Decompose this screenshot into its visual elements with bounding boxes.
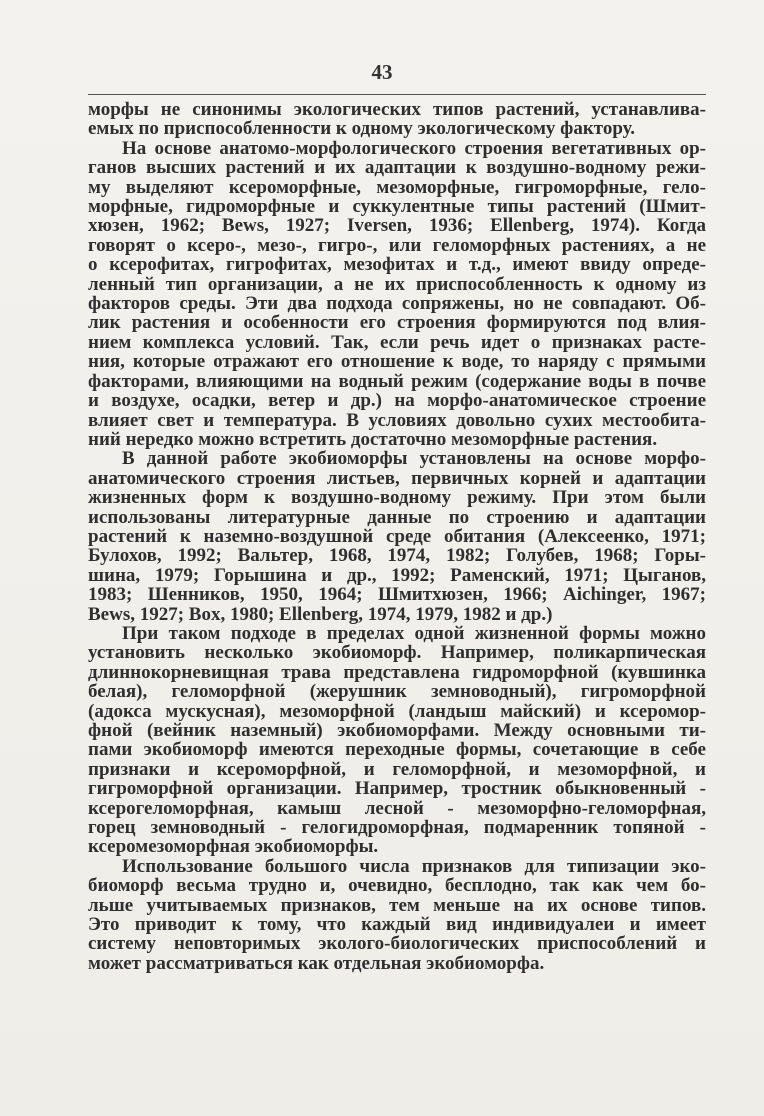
text-line: нием комплекса условий. Так, если речь идет о признаках расте- bbox=[88, 331, 706, 353]
text-line: использованы литературные данные по строению и адаптации bbox=[88, 506, 706, 528]
page-number: 43 bbox=[371, 60, 393, 84]
text-line: жизненных форм к воздушно-водному режиму. При этом были bbox=[88, 487, 706, 509]
text-line: лик растения и особенности его строения формируются под влия- bbox=[88, 312, 706, 334]
text-line: и воздухе, осадки, ветер и др.) на морфо-анатомическое строение bbox=[88, 390, 706, 412]
text-line: На основе анатомо-морфологического строения вегетативных ор- bbox=[122, 137, 706, 159]
text-line: факторами, влияющими на водный режим (содержание воды в почве bbox=[88, 370, 706, 392]
text-line: ганов высших растений и их адаптации к воздушно-водному режи- bbox=[88, 157, 706, 179]
text-line: влияет свет и температура. В условиях довольно сухих местообита- bbox=[88, 409, 706, 431]
body-text bbox=[88, 100, 706, 973]
text-line: ния, которые отражают его отношение к воде, то наряду с прямыми bbox=[88, 351, 706, 373]
text-line: му выделяют ксероморфные, мезоморфные, гигроморфные, гело- bbox=[88, 176, 706, 198]
text-line: установить несколько экобиоморф. Например, поликарпическая bbox=[88, 642, 706, 664]
text-line: пами экобиоморф имеются переходные формы, сочетающие в себе bbox=[88, 739, 706, 761]
text-line: фной (вейник наземный) экобиоморфами. Между основными ти- bbox=[88, 720, 706, 741]
text-line: факторов среды. Эти два подхода сопряжены, но не совпадают. Об- bbox=[88, 293, 706, 315]
text-line: биоморф весьма трудно и, очевидно, бесплодно, так как чем бо- bbox=[88, 875, 706, 897]
text-line: гигроморфной организации. Например, тростник обыкновенный - bbox=[88, 778, 706, 800]
text-line: Использование большого числа признаков для типизации эко- bbox=[122, 855, 706, 877]
text-line: ксеромезоморфная экобиоморфы. bbox=[88, 836, 379, 858]
text-line: (адокса мускусная), мезоморфной (ландыш майский) и ксеромор- bbox=[88, 700, 706, 722]
text-line: льше учитываемых признаков, тем меньше на их основе типов. bbox=[88, 894, 706, 916]
text-line: белая), геломорфной (жерушник земноводный), гигроморфной bbox=[88, 681, 706, 703]
text-line: В данной работе экобиоморфы установлены на основе морфо- bbox=[122, 448, 706, 470]
text-line: шина, 1979; Горышина и др., 1992; Раменский, 1971; Цыганов, bbox=[88, 564, 706, 586]
text-line: ний нередко можно встретить достаточно мезоморфные растения. bbox=[88, 428, 658, 450]
text-line: хюзен, 1962; Bews, 1927; Iversen, 1936; Ellenberg, 1974). Когда bbox=[88, 215, 706, 237]
text-line: анатомического строения листьев, первичных корней и адаптации bbox=[88, 467, 706, 489]
text-line: признаки и ксероморфной, и геломорфной, и мезоморфной, и bbox=[88, 758, 706, 780]
paragraph bbox=[88, 100, 706, 139]
text-line: длиннокорневищная трава представлена гидроморфной (кувшинка bbox=[88, 661, 706, 683]
text-line: При таком подходе в пределах одной жизненной формы можно bbox=[122, 622, 706, 644]
text-line: Bews, 1927; Box, 1980; Ellenberg, 1974, 1979, 1982 и др.) bbox=[88, 603, 553, 625]
text-line: морфные, гидроморфные и суккулентные типы растений (Шмит- bbox=[88, 196, 706, 218]
paragraph bbox=[88, 857, 706, 973]
text-line: ксерогеломорфная, камыш лесной - мезоморфно-геломорфная, bbox=[88, 797, 706, 819]
text-line: 1983; Шенников, 1950, 1964; Шмитхюзен, 1966; Aichinger, 1967; bbox=[88, 584, 706, 606]
text-line: ленный тип организации, а не их приспособленность к одному из bbox=[88, 273, 706, 295]
text-line: морфы не синонимы экологических типов растений, устанавлива- bbox=[88, 99, 706, 120]
text-line: может рассматриваться как отдельная экобиоморфа. bbox=[88, 952, 545, 974]
header-rule bbox=[88, 94, 706, 95]
paragraph bbox=[88, 139, 706, 450]
paragraph bbox=[88, 624, 706, 857]
text-line: горец земноводный - гелогидроморфная, подмаренник топяной - bbox=[88, 817, 706, 839]
text-line: Булохов, 1992; Вальтер, 1968, 1974, 1982; Голубев, 1968; Горы- bbox=[88, 545, 706, 567]
paragraph bbox=[88, 449, 706, 624]
text-line: емых по приспособленности к одному экологическому фактору. bbox=[88, 118, 636, 140]
text-line: растений к наземно-воздушной среде обитания (Алексеенко, 1971; bbox=[88, 525, 706, 547]
text-line: систему неповторимых эколого-биологических приспособлений и bbox=[88, 933, 706, 955]
text-line: о ксерофитах, гигрофитах, мезофитах и т.д., имеют ввиду опреде- bbox=[88, 254, 706, 276]
text-line: говорят о ксеро-, мезо-, гигро-, или геломорфных растениях, а не bbox=[88, 234, 706, 256]
text-line: Это приводит к тому, что каждый вид индивидуалеи и имеет bbox=[88, 914, 706, 936]
